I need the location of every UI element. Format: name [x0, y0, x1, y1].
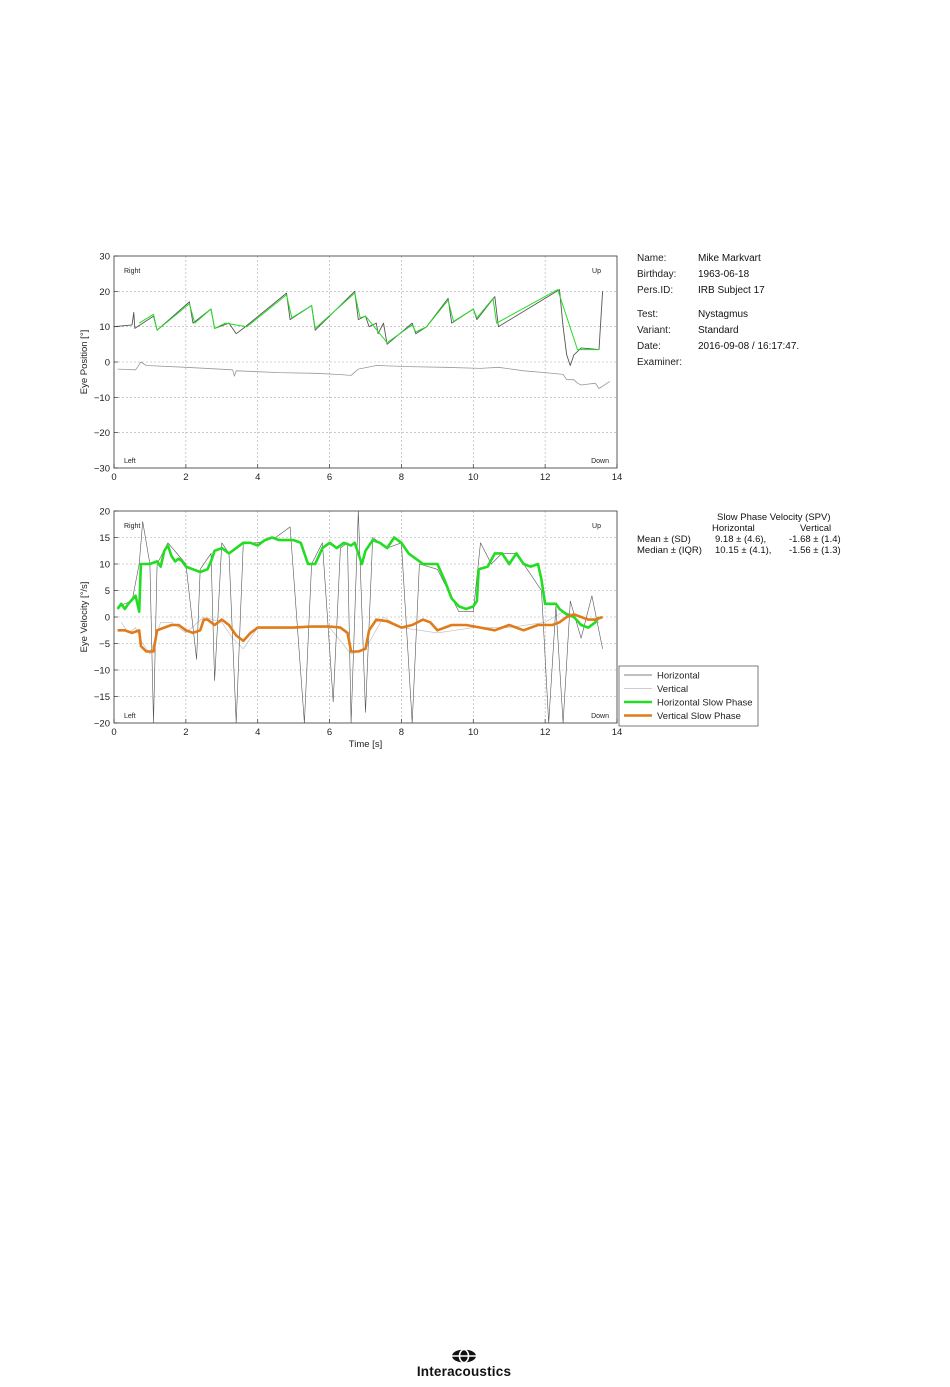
info-label: Examiner: [637, 357, 683, 368]
spv-row-label: Mean ± (SD) [637, 534, 691, 545]
info-row-examiner [637, 355, 799, 371]
series-v-slow-line [118, 614, 603, 651]
series-h-pos-line [114, 290, 603, 366]
corner-label-tr: Up [592, 268, 601, 275]
x-tick-label: 14 [611, 727, 623, 738]
x-tick-label: 4 [255, 472, 261, 483]
y-axis-label: Eye Position [°] [79, 329, 90, 395]
plot-frame [114, 256, 617, 468]
series-h-slow-line [139, 290, 599, 350]
corner-label-br: Down [591, 713, 609, 720]
x-tick-label: 12 [539, 472, 551, 483]
info-row-variant [637, 323, 799, 339]
patient-info [637, 251, 799, 371]
y-tick-label: −10 [93, 665, 110, 677]
spv-value-vertical: -1.56 ± (1.3) [789, 545, 841, 556]
x-axis-label: Time [s] [348, 739, 383, 750]
x-tick-label: 2 [183, 472, 189, 483]
y-axis-label: Eye Velocity [°/s] [79, 581, 90, 653]
eye-position-chart [79, 252, 622, 484]
info-label: Pers.ID: [637, 285, 674, 296]
x-tick-label: 14 [611, 472, 623, 483]
spv-value-vertical: -1.68 ± (1.4) [789, 534, 841, 545]
spv-title: Slow Phase Velocity (SPV) [717, 512, 831, 523]
info-row-test [637, 307, 799, 323]
legend-label: Horizontal Slow Phase [657, 697, 753, 709]
info-label: Date: [637, 341, 661, 352]
spv-col-horizontal: Horizontal [712, 523, 755, 534]
x-tick-label: 10 [467, 727, 479, 738]
logo-wordmark: Interacoustics [416, 1364, 512, 1379]
info-row-birthday [637, 267, 799, 283]
y-tick-label: 0 [104, 612, 110, 624]
info-value: Standard [698, 325, 739, 336]
info-row-name [637, 251, 799, 267]
interacoustics-logo-icon [450, 1349, 478, 1363]
spv-value-horizontal: 10.15 ± (4.1), [715, 545, 772, 556]
y-tick-label: 5 [104, 586, 110, 597]
y-tick-label: 30 [99, 251, 110, 263]
interacoustics-logo [398, 1347, 530, 1381]
info-label: Test: [637, 309, 659, 320]
info-label: Name: [637, 253, 667, 264]
x-tick-label: 10 [467, 472, 479, 483]
y-tick-label: 15 [99, 533, 110, 544]
spv-row-label: Median ± (IQR) [637, 545, 702, 556]
x-tick-label: 4 [255, 727, 261, 738]
y-tick-label: 10 [99, 322, 110, 334]
y-tick-label: −20 [93, 428, 110, 440]
x-tick-label: 0 [111, 472, 117, 483]
legend-label: Vertical [657, 684, 689, 695]
plot-frame [114, 511, 617, 723]
corner-label-bl: Left [124, 713, 136, 720]
x-tick-label: 12 [539, 727, 551, 738]
corner-label-tr: Up [592, 523, 601, 530]
x-tick-label: 2 [183, 727, 189, 738]
info-label: Birthday: [637, 269, 677, 280]
x-tick-label: 0 [111, 727, 117, 738]
y-tick-label: 20 [99, 286, 110, 298]
x-tick-label: 8 [398, 727, 405, 738]
info-value: IRB Subject 17 [698, 285, 765, 296]
series-h-slow-line [118, 538, 599, 628]
series-v-pos-line [118, 362, 610, 389]
spv-value-horizontal: 9.18 ± (4.6), [715, 534, 767, 545]
spv-col-vertical: Vertical [800, 523, 832, 534]
legend-label: Vertical Slow Phase [657, 711, 741, 722]
y-tick-label: 20 [99, 506, 110, 518]
y-tick-label: −20 [93, 718, 110, 730]
info-row-date [637, 339, 799, 355]
corner-label-tl: Right [124, 268, 141, 275]
x-tick-label: 6 [326, 472, 333, 483]
y-tick-label: −30 [93, 463, 110, 475]
info-row-persid [637, 283, 799, 299]
legend-label: Horizontal [657, 670, 700, 682]
corner-label-br: Down [591, 458, 609, 465]
info-value: Mike Markvart [698, 253, 761, 264]
y-tick-label: 0 [104, 357, 110, 369]
info-value: 2016-09-08 / 16:17:47. [698, 341, 800, 352]
y-tick-label: −15 [93, 692, 110, 703]
info-value: 1963-06-18 [698, 269, 750, 280]
info-label: Variant: [637, 325, 671, 336]
x-tick-label: 8 [398, 472, 405, 483]
corner-label-tl: Right [124, 523, 141, 530]
corner-label-bl: Left [124, 458, 136, 465]
info-value: Nystagmus [698, 309, 749, 320]
y-tick-label: −10 [93, 392, 110, 404]
y-tick-label: 10 [99, 559, 110, 571]
x-tick-label: 6 [326, 727, 333, 738]
y-tick-label: −5 [99, 639, 110, 650]
